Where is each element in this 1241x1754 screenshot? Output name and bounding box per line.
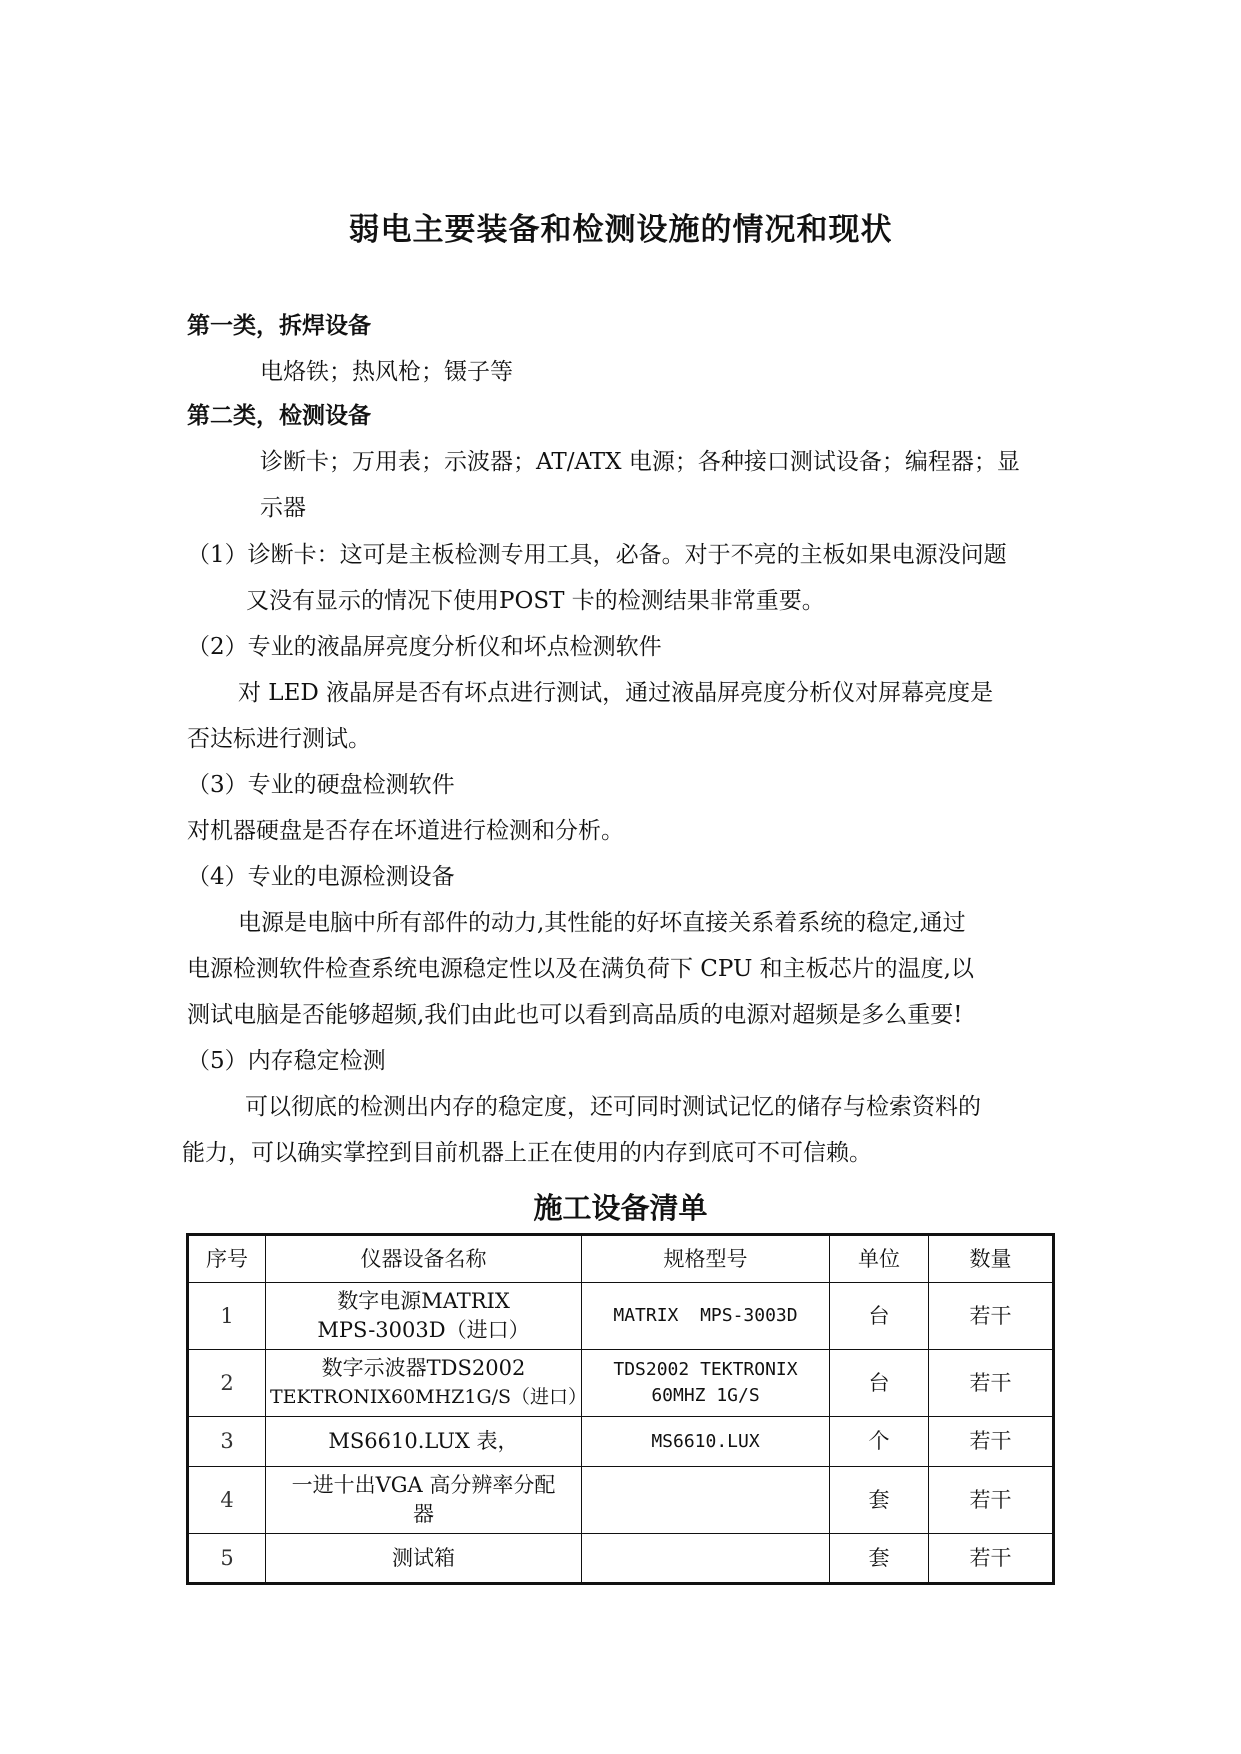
row-spec-line-1: TDS2002 TEKTRONIX (613, 1359, 798, 1380)
row-qty: 若干 (929, 1417, 1054, 1467)
row-qty: 若干 (929, 1283, 1054, 1350)
row-name-line-1: 数字电源MATRIX (337, 1289, 510, 1313)
row-spec (582, 1283, 830, 1350)
row-unit: 个 (830, 1417, 929, 1467)
table-row (188, 1467, 1054, 1534)
header-name: 仪器设备名称 (266, 1235, 582, 1283)
row-unit: 套 (830, 1467, 929, 1534)
row-qty: 若干 (929, 1534, 1054, 1584)
header-no: 序号 (188, 1235, 266, 1283)
table-row (188, 1417, 1054, 1467)
row-name (266, 1350, 588, 1417)
row-spec-line-1: MS6610.LUX (651, 1430, 760, 1452)
paragraph-1-line-1: （1）诊断卡：这可是主板检测专用工具，必备。对于不亮的主板如果电源没问题 (187, 542, 1007, 568)
category-1-heading: 第一类，拆焊设备 (187, 313, 371, 339)
category-2-heading: 第二类，检测设备 (187, 403, 371, 429)
row-no: 5 (188, 1534, 266, 1584)
paragraph-3-heading: （3）专业的硬盘检测软件 (187, 772, 455, 798)
row-name-line-1: 一进十出VGA 高分辨率分配 (291, 1473, 556, 1497)
row-spec-line-2: 60MHZ 1G/S (651, 1385, 760, 1406)
row-spec (582, 1467, 830, 1534)
row-no: 3 (188, 1417, 266, 1467)
row-qty: 若干 (929, 1350, 1054, 1417)
row-unit: 套 (830, 1534, 929, 1584)
category-1-items: 电烙铁；热风枪；镊子等 (260, 359, 513, 385)
category-2-items-line-1: 诊断卡；万用表；示波器；AT/ATX 电源；各种接口测试设备；编程器；显 (260, 449, 1020, 475)
paragraph-4-line-1: 电源是电脑中所有部件的动力,其性能的好坏直接关系着系统的稳定,通过 (238, 910, 966, 936)
row-name-line-1: 数字示波器TDS2002 (321, 1356, 526, 1380)
row-spec-line-1: MATRIX MPS-3003D (613, 1305, 798, 1326)
paragraph-2-line-2: 否达标进行测试。 (187, 726, 371, 752)
row-name (266, 1467, 582, 1534)
table-row (188, 1534, 1054, 1584)
row-no: 2 (188, 1350, 266, 1417)
row-spec (582, 1417, 830, 1467)
row-name-line-2: TEKTRONIX60MHZ1G/S（进口） (270, 1386, 588, 1408)
row-no: 1 (188, 1283, 266, 1350)
header-unit: 单位 (830, 1235, 929, 1283)
header-qty: 数量 (929, 1235, 1054, 1283)
document-title: 弱电主要装备和检测设施的情况和现状 (348, 212, 893, 248)
paragraph-5-line-2: 能力，可以确实掌控到目前机器上正在使用的内存到底可不可信赖。 (182, 1140, 872, 1166)
row-name-line-2: MPS-3003D（进口） (317, 1318, 530, 1342)
row-spec (582, 1350, 830, 1417)
category-2-items-line-2: 示器 (260, 495, 306, 521)
paragraph-5-heading: （5）内存稳定检测 (187, 1048, 386, 1074)
paragraph-4-heading: （4）专业的电源检测设备 (187, 864, 455, 890)
paragraph-2-heading: （2）专业的液晶屏亮度分析仪和坏点检测软件 (187, 634, 662, 660)
row-name (266, 1534, 582, 1584)
paragraph-5-line-1: 可以彻底的检测出内存的稳定度，还可同时测试记忆的储存与检索资料的 (245, 1094, 981, 1120)
row-unit: 台 (830, 1350, 929, 1417)
equipment-table (186, 1233, 1055, 1585)
row-unit: 台 (830, 1283, 929, 1350)
table-title: 施工设备清单 (533, 1191, 708, 1225)
header-spec: 规格型号 (582, 1235, 830, 1283)
paragraph-4-line-3: 测试电脑是否能够超频,我们由此也可以看到高品质的电源对超频是多么重要! (187, 1002, 963, 1028)
row-name-line-2: 器 (413, 1502, 434, 1526)
table-row (188, 1350, 1054, 1417)
row-name (266, 1417, 582, 1467)
row-spec (582, 1534, 830, 1584)
paragraph-1-line-2: 又没有显示的情况下使用POST 卡的检测结果非常重要。 (246, 588, 825, 614)
table-header-row (188, 1235, 1054, 1283)
row-no: 4 (188, 1467, 266, 1534)
row-qty: 若干 (929, 1467, 1054, 1534)
table-row (188, 1283, 1054, 1350)
row-name-line-1: 测试箱 (392, 1545, 455, 1570)
paragraph-2-line-1: 对 LED 液晶屏是否有坏点进行测试，通过液晶屏亮度分析仪对屏幕亮度是 (238, 680, 994, 706)
paragraph-4-line-2: 电源检测软件检查系统电源稳定性以及在满负荷下 CPU 和主板芯片的温度,以 (187, 956, 974, 982)
row-name-line-1: MS6610.LUX 表， (328, 1429, 519, 1453)
paragraph-3-line-1: 对机器硬盘是否存在坏道进行检测和分析。 (187, 818, 624, 844)
row-name (266, 1283, 582, 1350)
